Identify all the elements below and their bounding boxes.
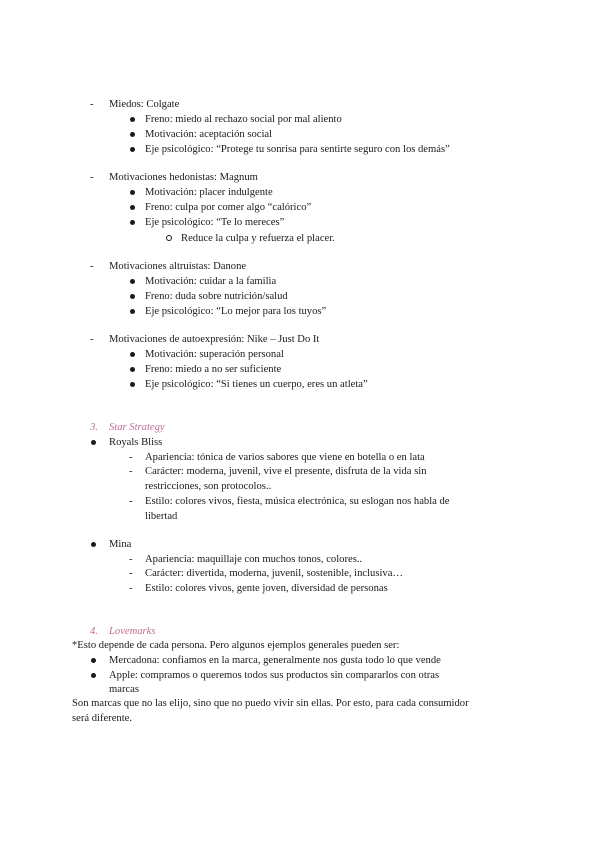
sub-bullet-icon [166, 235, 172, 241]
heading-lovemarks: Lovemarks [109, 626, 156, 637]
bullet-icon [130, 279, 135, 284]
royals-estilo-cont: libertad [145, 511, 178, 522]
lovemarks-intro: *Esto depende de cada persona. Pero algunos ejemplos generales pueden ser: [72, 640, 400, 651]
section-title-hedonistas: Motivaciones hedonistas: Magnum [109, 172, 258, 183]
bullet-icon [91, 440, 96, 445]
bullet-icon [130, 132, 135, 137]
heading-star-strategy: Star Strategy [109, 422, 165, 433]
bullet-icon [130, 367, 135, 372]
section-title-autoexpresion: Motivaciones de autoexpresión: Nike – Just Do It [109, 334, 320, 345]
bullet-icon [130, 352, 135, 357]
bullet-icon [130, 147, 135, 152]
sub-list-item: Reduce la culpa y refuerza el placer. [181, 233, 335, 244]
royals-estilo: Estilo: colores vivos, fiesta, música electrónica, su eslogan nos habla de [145, 496, 450, 507]
mina-caracter: Carácter: divertida, moderna, juvenil, sostenible, inclusiva… [145, 568, 404, 579]
dash-marker: - [90, 99, 94, 110]
dash-marker: - [129, 466, 133, 477]
dash-marker: - [129, 452, 133, 463]
section-number-3: 3. [90, 422, 98, 433]
list-item: Eje psicológico: “Lo mejor para los tuyos” [145, 306, 327, 317]
mina-apariencia: Apariencia: maquillaje con muchos tonos, colores.. [145, 554, 363, 565]
list-item: Freno: culpa por comer algo “calórico” [145, 202, 312, 213]
lovemark-mercadona: Mercadona: confiamos en la marca, generalmente nos gusta todo lo que vende [109, 655, 441, 666]
lovemark-apple-cont: marcas [109, 684, 139, 695]
list-item: Eje psicológico: “Protege tu sonrisa para sentirte seguro con los demás” [145, 144, 450, 155]
royals-apariencia: Apariencia: tónica de varios sabores que viene en botella o en lata [145, 452, 425, 463]
list-item: Freno: miedo al rechazo social por mal aliento [145, 114, 342, 125]
dash-marker: - [129, 583, 133, 594]
royals-caracter: Carácter: moderna, juvenil, vive el presente, disfruta de la vida sin [145, 466, 427, 477]
bullet-icon [130, 220, 135, 225]
list-item: Eje psicológico: “Si tienes un cuerpo, eres un atleta” [145, 379, 368, 390]
closing-paragraph-cont: será diferente. [72, 713, 132, 724]
list-item: Freno: miedo a no ser suficiente [145, 364, 282, 375]
bullet-icon [130, 205, 135, 210]
mina-estilo: Estilo: colores vivos, gente joven, diversidad de personas [145, 583, 388, 594]
bullet-icon [91, 542, 96, 547]
section-title-altruistas: Motivaciones altruistas: Danone [109, 261, 247, 272]
list-item: Motivación: superación personal [145, 349, 284, 360]
dash-marker: - [129, 496, 133, 507]
bullet-icon [91, 658, 96, 663]
list-item: Motivación: placer indulgente [145, 187, 273, 198]
lovemark-apple: Apple: compramos o queremos todos sus productos sin compararlos con otras [109, 670, 440, 681]
bullet-icon [130, 309, 135, 314]
dash-marker: - [129, 554, 133, 565]
list-item: Motivación: aceptación social [145, 129, 273, 140]
bullet-icon [91, 673, 96, 678]
brand-mina: Mina [109, 539, 132, 550]
list-item: Motivación: cuidar a la familia [145, 276, 277, 287]
dash-marker: - [90, 334, 94, 345]
bullet-icon [130, 294, 135, 299]
dash-marker: - [129, 568, 133, 579]
list-item: Eje psicológico: “Te lo mereces” [145, 217, 285, 228]
list-item: Freno: duda sobre nutrición/salud [145, 291, 288, 302]
section-number-4: 4. [90, 626, 98, 637]
closing-paragraph: Son marcas que no las elijo, sino que no puedo vivir sin ellas. Por esto, para cada consumidor [72, 698, 469, 709]
royals-caracter-cont: restricciones, son protocolos.. [145, 481, 272, 492]
dash-marker: - [90, 261, 94, 272]
dash-marker: - [90, 172, 94, 183]
bullet-icon [130, 382, 135, 387]
brand-royals-bliss: Royals Bliss [109, 437, 163, 448]
bullet-icon [130, 190, 135, 195]
bullet-icon [130, 117, 135, 122]
section-title-miedos: Miedos: Colgate [109, 99, 180, 110]
